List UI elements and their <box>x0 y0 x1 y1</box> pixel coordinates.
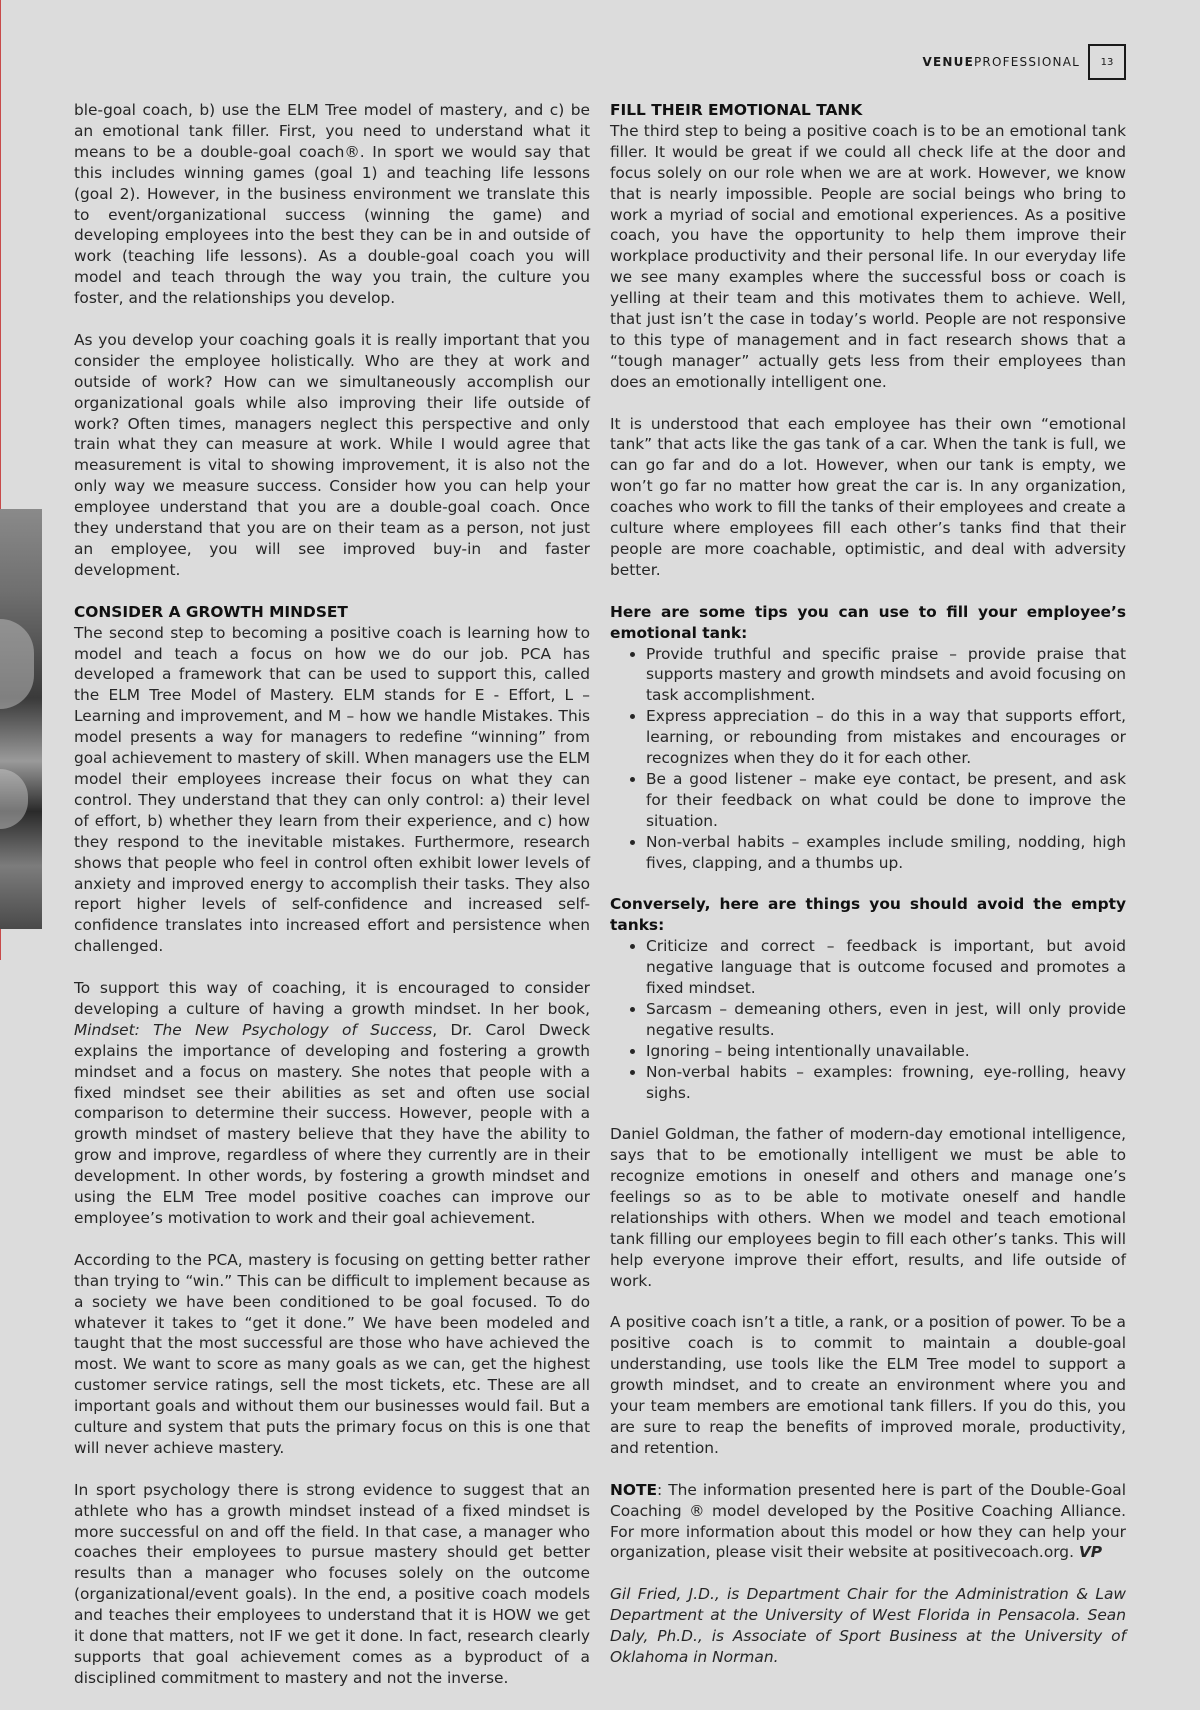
note-paragraph <box>610 1480 1126 1564</box>
section-heading: FILL THEIR EMOTIONAL TANK <box>610 101 863 119</box>
text-run: To support this way of coaching, it is encouraged to consider developing a culture of having a growth mindset. In her book, <box>74 979 590 1018</box>
left-column <box>74 100 590 1710</box>
list-item: • Provide truthful and specific praise – provide praise that supports mastery and growth mindsets and avoid focusing on task accomplishment. <box>646 644 1126 707</box>
photo-highlight <box>0 619 34 709</box>
side-photo-strip <box>0 509 42 929</box>
list-item: • Non-verbal habits – examples: frowning, eye-rolling, heavy sighs. <box>646 1062 1126 1104</box>
paragraph: It is understood that each employee has their own “emotional tank” that acts like the gas tank of a car. When the tank is full, we can go far and do a lot. However, when our tank is empty, we won’t go far no matter how great the car is. In any organization, coaches who work to fill the tanks of their employees and create a culture where employees fill each other’s tanks find that their people are more coachable, optimistic, and deal with adversity better. <box>610 414 1126 579</box>
paragraph <box>74 978 590 1229</box>
brand-bold: VENUE <box>922 55 974 69</box>
text-run: , Dr. Carol Dweck explains the importance of developing and fostering a growth mindset and a focus on mastery. She notes that people with a fixed mindset see their abilities as set and often use social comparison to determine their success. However, people with a growth mindset of mastery believe that they have the ability to grow and improve, regardless of where they currently are in their development. In other words, by fostering a growth mindset and using the ELM Tree model positive coaches can improve our employee’s motivation to work and their goal achievement. <box>74 1020 590 1227</box>
paragraph: In sport psychology there is strong evidence to suggest that an athlete who has a growth mindset instead of a fixed mindset is more successful on and off the field. In that case, a manager who coaches their employees to pursue mastery should get better results than a manager who focuses solely on the outcome (organizational/event goals). In the end, a positive coach models and teaches their employees to understand that it is HOW we get it done that matters, not IF we get it done. In fact, research clearly supports that goal achievement comes as a byproduct of a disciplined commitment to mastery and not the inverse. <box>74 1480 590 1687</box>
tips-list <box>610 644 1126 874</box>
avoid-heading: Conversely, here are things you should avoid the empty tanks: <box>610 895 1126 935</box>
paragraph: According to the PCA, mastery is focusing on getting better rather than trying to “win.” This can be difficult to implement because as a society we have been conditioned to be goal focused. To do whatever it takes to “get it done.” We have been modeled and taught that the most successful are those who have achieved the most. We want to score as many goals as we can, get the highest customer service ratings, sell the most tickets, etc. These are all important goals and without them our businesses would fail. But a culture and system that puts the primary focus on this is one that will never achieve mastery. <box>74 1250 590 1457</box>
brand-rest: PROFESSIONAL <box>974 55 1080 69</box>
paragraph: Daniel Goldman, the father of modern-day emotional intelligence, says that to be emotionally intelligent we must be able to recognize emotions in oneself and others and manage one’s feelings so as to be able to motivate oneself and handle relationships with others. When we model and teach emotional tank filling our employees begin to fill each other’s tanks. This will help everyone improve their effort, results, and life outside of work. <box>610 1125 1126 1290</box>
avoid-list <box>610 936 1126 1103</box>
paragraph: The second step to becoming a positive coach is learning how to model and teach a focus on how we do our job. PCA has developed a framework that can be used to support this, called the ELM Tree Model of Mastery. ELM stands for E - Effort, L – Learning and improvement, and M – how we handle Mistakes. This model presents a way for managers to redefine “winning” from goal achievement to mastery of skill. When managers use the ELM model their employees increase their focus on what they can control. They understand that they can only control: a) their level of effort, b) whether they learn from their experience, and c) how they respond to the inevitable mistakes. Furthermore, research shows that people who feel in control often exhibit lower levels of anxiety and improved energy to accomplish their tasks. They also report higher levels of self-confidence and increased self-confidence translates into increased effort and persistence when challenged. <box>74 623 590 956</box>
magazine-brand <box>923 55 1080 69</box>
paragraph: As you develop your coaching goals it is really important that you consider the employee holistically. Who are they at work and outside of work? How can we simultaneously accomplish our organizational goals while also improving their life outside of work? Often times, managers neglect this perspective and only train what they can measure at work. While I would agree that measurement is vital to showing improvement, it is also not the only way we measure success. Consider how you can help your employee understand that you are a double-goal coach. Once they understand that you are on their team as a person, not just an employee, you will see improved buy-in and faster development. <box>74 330 590 579</box>
paragraph: ble-goal coach, b) use the ELM Tree model of mastery, and c) be an emotional tank filler. First, you need to understand what it means to be a double-goal coach®. In sport we would say that this includes winning games (goal 1) and teaching life lessons (goal 2). However, in the business environment we translate this to event/organizational success (winning the game) and developing employees into the best they can be in and outside of work (teaching life lessons). As a double-goal coach you will model and teach through the way you train, the culture you foster, and the relationships you develop. <box>74 101 590 308</box>
right-column <box>610 100 1126 1689</box>
page-header <box>923 44 1126 80</box>
paragraph: The third step to being a positive coach is to be an emotional tank filler. It would be great if we could all check life at the door and focus solely on our role when we are at work. However, we know that is nearly impossible. People are social beings who bring to work a myriad of social and emotional experiences. As a positive coach, you have the opportunity to help them improve their workplace productivity and their personal life. In our everyday life we see many examples where the successful boss or coach is yelling at their team and this motivates them to achieve. Well, that just isn’t the case in today’s world. People are not responsive to this type of management and in fact research shows that a “tough manager” actually gets less from their employees than does an emotionally intelligent one. <box>610 121 1126 391</box>
list-item: • Express appreciation – do this in a way that supports effort, learning, or rebounding from mistakes and encourages or recognizes when they do it for each other. <box>646 706 1126 769</box>
book-title: Mindset: The New Psychology of Success <box>74 1020 433 1039</box>
list-item: • Be a good listener – make eye contact, be present, and ask for their feedback on what could be done to improve the situation. <box>646 769 1126 832</box>
tips-heading: Here are some tips you can use to fill your employee’s emotional tank: <box>610 602 1126 642</box>
page-number: 13 <box>1088 44 1126 80</box>
note-text: : The information presented here is part of the Double-Goal Coaching ® model developed by the Positive Coaching Alliance. For more information about this model or how they can help your organization, please visit their website at positivecoach.org. <box>610 1480 1126 1562</box>
photo-highlight <box>0 769 28 829</box>
end-mark: VP <box>1078 1543 1103 1562</box>
list-item: • Non-verbal habits – examples include smiling, nodding, high fives, clapping, and a thumbs up. <box>646 832 1126 874</box>
list-item: • Criticize and correct – feedback is important, but avoid negative language that is outcome focused and promotes a fixed mindset. <box>646 936 1126 999</box>
section-heading: CONSIDER A GROWTH MINDSET <box>74 602 348 621</box>
note-label: NOTE <box>610 1480 657 1499</box>
list-item: • Sarcasm – demeaning others, even in jest, will only provide negative results. <box>646 999 1126 1041</box>
author-bio: Gil Fried, J.D., is Department Chair for the Administration & Law Department at the University of West Florida in Pensacola. Sean Daly, Ph.D., is Associate of Sport Business at the University of Oklahoma in Norman. <box>610 1585 1126 1666</box>
list-item: • Ignoring – being intentionally unavailable. <box>646 1041 1126 1062</box>
paragraph: A positive coach isn’t a title, a rank, or a position of power. To be a positive coach is to commit to maintain a double-goal understanding, use tools like the ELM Tree model to support a growth mindset, and to create an environment where you and your team members are emotional tank fillers. If you do this, you are sure to reap the benefits of improved morale, productivity, and retention. <box>610 1313 1126 1457</box>
